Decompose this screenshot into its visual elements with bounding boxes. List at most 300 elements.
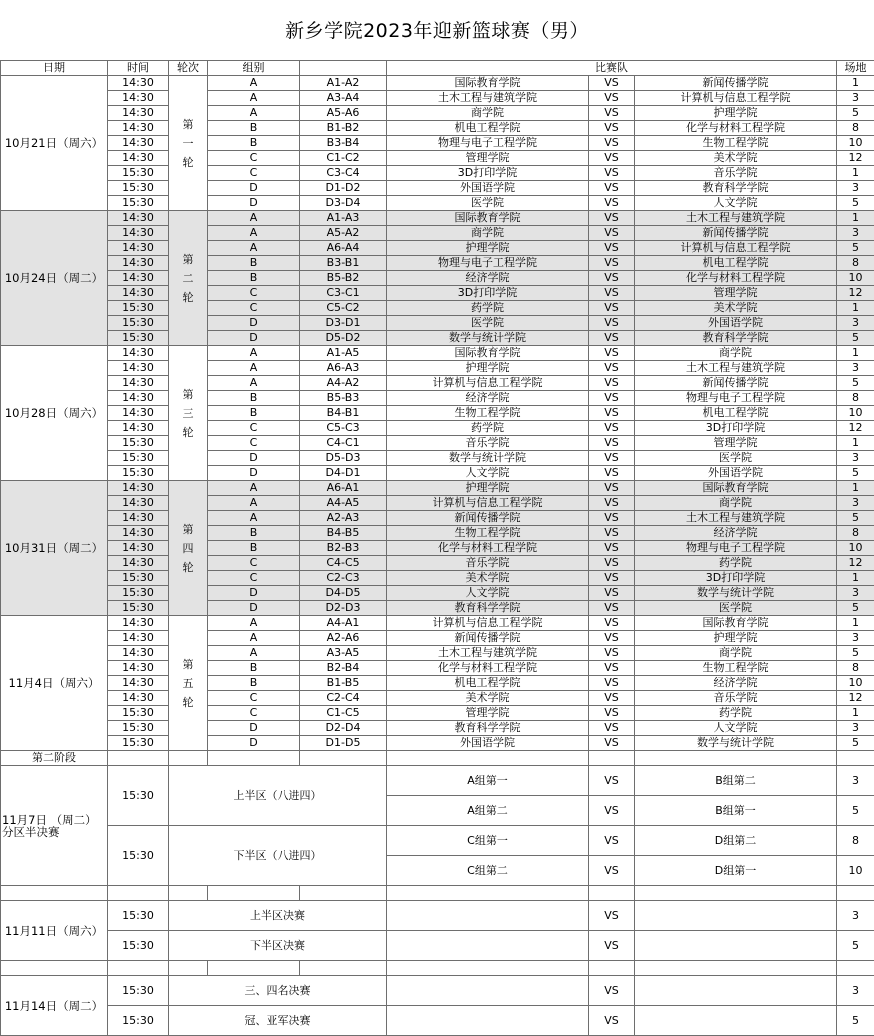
stage-label: 第二阶段: [1, 751, 108, 766]
pairing-cell: C4-C5: [300, 556, 387, 571]
group-cell: C: [208, 166, 300, 181]
group-cell: D: [208, 736, 300, 751]
vs-cell: VS: [589, 586, 635, 601]
away-team-cell: 教育科学学院: [635, 181, 837, 196]
match-row: [1, 691, 874, 706]
venue-cell: 5: [837, 601, 874, 616]
time-cell: 15:30: [108, 601, 169, 616]
home-team-cell: 教育科学学院: [387, 721, 589, 736]
home-team-cell: 护理学院: [387, 361, 589, 376]
group-cell: A: [208, 631, 300, 646]
home-team-cell: 物理与电子工程学院: [387, 136, 589, 151]
time-cell: 14:30: [108, 136, 169, 151]
venue-cell: 3: [837, 586, 874, 601]
vs-cell: VS: [589, 166, 635, 181]
stage-row: [1, 751, 874, 766]
away-team-cell: 物理与电子工程学院: [635, 391, 837, 406]
time-cell: 14:30: [108, 76, 169, 91]
semifinal-date-cell: [1, 766, 108, 886]
pairing-cell: D4-D5: [300, 586, 387, 601]
home-team-cell: 计算机与信息工程学院: [387, 616, 589, 631]
time-cell: 15:30: [108, 571, 169, 586]
date-cell: 10月31日（周二）: [1, 481, 108, 616]
vs-cell: VS: [589, 901, 635, 931]
time-cell: 14:30: [108, 646, 169, 661]
group-cell: A: [208, 346, 300, 361]
venue-cell: 5: [837, 331, 874, 346]
time-cell: 14:30: [108, 421, 169, 436]
away-team-cell: 国际教育学院: [635, 616, 837, 631]
vs-cell: VS: [589, 796, 635, 826]
match-row: [1, 406, 874, 421]
vs-cell: VS: [589, 181, 635, 196]
vs-cell: VS: [589, 766, 635, 796]
schedule-table: [0, 60, 874, 1036]
group-cell: A: [208, 76, 300, 91]
away-team-cell: 生物工程学院: [635, 661, 837, 676]
pairing-cell: B1-B2: [300, 121, 387, 136]
group-cell: A: [208, 91, 300, 106]
away-team-cell: 土木工程与建筑学院: [635, 511, 837, 526]
group-cell: A: [208, 106, 300, 121]
time-cell: 14:30: [108, 661, 169, 676]
home-team-cell: C组第二: [387, 856, 589, 886]
group-cell: D: [208, 451, 300, 466]
group-cell: D: [208, 316, 300, 331]
vs-cell: VS: [589, 1006, 635, 1036]
home-team-cell: 3D打印学院: [387, 286, 589, 301]
page-title: 新乡学院2023年迎新篮球赛（男）: [0, 16, 874, 43]
venue-cell: 5: [837, 1006, 874, 1036]
time-cell: 14:30: [108, 691, 169, 706]
home-team-cell: A组第二: [387, 796, 589, 826]
away-team-cell: 数学与统计学院: [635, 736, 837, 751]
time-cell: 14:30: [108, 256, 169, 271]
vs-cell: VS: [589, 316, 635, 331]
time-cell: 15:30: [108, 466, 169, 481]
home-team-cell: 美术学院: [387, 571, 589, 586]
away-team-cell: 计算机与信息工程学院: [635, 241, 837, 256]
pairing-cell: C3-C1: [300, 286, 387, 301]
time-cell: 14:30: [108, 346, 169, 361]
pairing-cell: C2-C4: [300, 691, 387, 706]
vs-cell: VS: [589, 211, 635, 226]
vs-cell: VS: [589, 436, 635, 451]
vs-cell: VS: [589, 556, 635, 571]
match-row: [1, 661, 874, 676]
home-team-cell: 国际教育学院: [387, 211, 589, 226]
pairing-cell: A6-A3: [300, 361, 387, 376]
pairing-cell: D2-D4: [300, 721, 387, 736]
group-cell: C: [208, 436, 300, 451]
vs-cell: VS: [589, 706, 635, 721]
match-row: [1, 211, 874, 226]
venue-cell: 10: [837, 136, 874, 151]
away-team-cell: 土木工程与建筑学院: [635, 361, 837, 376]
pairing-cell: C5-C3: [300, 421, 387, 436]
venue-cell: 1: [837, 211, 874, 226]
time-cell: 14:30: [108, 481, 169, 496]
home-team-cell: 美术学院: [387, 691, 589, 706]
time-cell: 15:30: [108, 766, 169, 826]
match-row: [1, 481, 874, 496]
match-row: [1, 181, 874, 196]
pairing-cell: B4-B1: [300, 406, 387, 421]
header-teams: 比赛队: [387, 61, 837, 76]
group-cell: B: [208, 526, 300, 541]
final-date-cell: 11月14日（周二）: [1, 976, 108, 1036]
match-row: [1, 106, 874, 121]
schedule-body: [1, 61, 874, 1036]
final-name-cell: 三、四名决赛: [169, 976, 387, 1006]
match-row: [1, 511, 874, 526]
date-cell: 11月4日（周六）: [1, 616, 108, 751]
vs-cell: VS: [589, 601, 635, 616]
home-team-cell: 医学院: [387, 316, 589, 331]
time-cell: 15:30: [108, 931, 169, 961]
match-row: [1, 601, 874, 616]
round-cell: [169, 211, 208, 346]
time-cell: 14:30: [108, 286, 169, 301]
away-team-cell: 药学院: [635, 706, 837, 721]
time-cell: 15:30: [108, 706, 169, 721]
away-team-cell: 3D打印学院: [635, 421, 837, 436]
match-row: [1, 736, 874, 751]
group-cell: C: [208, 286, 300, 301]
time-cell: 14:30: [108, 616, 169, 631]
away-team-cell: 教育科学学院: [635, 331, 837, 346]
pairing-cell: D2-D3: [300, 601, 387, 616]
match-row: [1, 346, 874, 361]
home-team-cell: 计算机与信息工程学院: [387, 496, 589, 511]
final-row: [1, 976, 874, 1006]
time-cell: 14:30: [108, 496, 169, 511]
away-team-cell: 3D打印学院: [635, 571, 837, 586]
pairing-cell: A3-A5: [300, 646, 387, 661]
away-team-cell: 音乐学院: [635, 166, 837, 181]
bracket-half-cell: 上半区（八进四）: [169, 766, 387, 826]
home-team-cell: 医学院: [387, 196, 589, 211]
pairing-cell: D5-D3: [300, 451, 387, 466]
home-team-cell: 商学院: [387, 226, 589, 241]
spacer-row: [1, 961, 874, 976]
match-row: [1, 361, 874, 376]
pairing-cell: B1-B5: [300, 676, 387, 691]
vs-cell: VS: [589, 616, 635, 631]
group-cell: A: [208, 511, 300, 526]
time-cell: 14:30: [108, 226, 169, 241]
time-cell: 15:30: [108, 181, 169, 196]
time-cell: 15:30: [108, 436, 169, 451]
vs-cell: VS: [589, 346, 635, 361]
group-cell: A: [208, 241, 300, 256]
time-cell: 14:30: [108, 391, 169, 406]
pairing-cell: C5-C2: [300, 301, 387, 316]
round-char: 四: [183, 542, 194, 555]
venue-cell: 5: [837, 376, 874, 391]
group-cell: D: [208, 196, 300, 211]
time-cell: 15:30: [108, 736, 169, 751]
group-cell: C: [208, 556, 300, 571]
pairing-cell: B3-B4: [300, 136, 387, 151]
vs-cell: VS: [589, 391, 635, 406]
match-row: [1, 301, 874, 316]
pairing-cell: B5-B3: [300, 391, 387, 406]
away-team-cell: 化学与材料工程学院: [635, 271, 837, 286]
time-cell: 14:30: [108, 151, 169, 166]
round-char: 第: [183, 523, 194, 536]
venue-cell: 5: [837, 796, 874, 826]
round-cell: [169, 481, 208, 616]
vs-cell: VS: [589, 121, 635, 136]
venue-cell: 3: [837, 496, 874, 511]
vs-cell: VS: [589, 301, 635, 316]
pairing-cell: D5-D2: [300, 331, 387, 346]
away-team-cell: 国际教育学院: [635, 481, 837, 496]
vs-cell: VS: [589, 646, 635, 661]
vs-cell: VS: [589, 406, 635, 421]
vs-cell: VS: [589, 571, 635, 586]
home-team-cell: 新闻传播学院: [387, 511, 589, 526]
time-cell: 14:30: [108, 406, 169, 421]
pairing-cell: B4-B5: [300, 526, 387, 541]
home-team-cell: 生物工程学院: [387, 406, 589, 421]
away-team-cell: D组第一: [635, 856, 837, 886]
group-cell: A: [208, 361, 300, 376]
pairing-cell: D1-D2: [300, 181, 387, 196]
final-row: [1, 1006, 874, 1036]
match-row: [1, 541, 874, 556]
final-name-cell: 冠、亚军决赛: [169, 1006, 387, 1036]
round-char: 轮: [183, 696, 194, 709]
away-team-cell: 经济学院: [635, 676, 837, 691]
vs-cell: VS: [589, 661, 635, 676]
group-cell: B: [208, 676, 300, 691]
pairing-cell: D1-D5: [300, 736, 387, 751]
match-row: [1, 616, 874, 631]
final-name-cell: 上半区决赛: [169, 901, 387, 931]
home-team-cell: 国际教育学院: [387, 76, 589, 91]
vs-cell: VS: [589, 856, 635, 886]
round-char: 二: [183, 272, 194, 285]
home-team-cell: 数学与统计学院: [387, 331, 589, 346]
home-team-cell: 外国语学院: [387, 736, 589, 751]
group-cell: C: [208, 151, 300, 166]
time-cell: 14:30: [108, 541, 169, 556]
venue-cell: 1: [837, 436, 874, 451]
round-char: 第: [183, 253, 194, 266]
final-date-cell: 11月11日（周六）: [1, 901, 108, 961]
vs-cell: VS: [589, 196, 635, 211]
venue-cell: 5: [837, 466, 874, 481]
header-venue: 场地: [837, 61, 874, 76]
group-cell: A: [208, 376, 300, 391]
pairing-cell: A2-A6: [300, 631, 387, 646]
pairing-cell: A5-A6: [300, 106, 387, 121]
home-team-cell: 经济学院: [387, 391, 589, 406]
away-team-cell: 美术学院: [635, 151, 837, 166]
vs-cell: VS: [589, 721, 635, 736]
home-team-cell: 新闻传播学院: [387, 631, 589, 646]
vs-cell: VS: [589, 481, 635, 496]
round-char: 第: [183, 388, 194, 401]
pairing-cell: B3-B1: [300, 256, 387, 271]
vs-cell: VS: [589, 541, 635, 556]
pairing-cell: A1-A3: [300, 211, 387, 226]
match-row: [1, 76, 874, 91]
venue-cell: 1: [837, 616, 874, 631]
venue-cell: 1: [837, 346, 874, 361]
away-team-cell: 药学院: [635, 556, 837, 571]
home-team-cell: C组第一: [387, 826, 589, 856]
pairing-cell: D4-D1: [300, 466, 387, 481]
match-row: [1, 556, 874, 571]
home-team-cell: 3D打印学院: [387, 166, 589, 181]
venue-cell: 10: [837, 406, 874, 421]
match-row: [1, 196, 874, 211]
time-cell: 14:30: [108, 511, 169, 526]
venue-cell: 8: [837, 121, 874, 136]
round-cell: [169, 346, 208, 481]
match-row: [1, 526, 874, 541]
pairing-cell: C1-C2: [300, 151, 387, 166]
pairing-cell: A6-A4: [300, 241, 387, 256]
match-row: [1, 631, 874, 646]
vs-cell: VS: [589, 691, 635, 706]
time-cell: 14:30: [108, 376, 169, 391]
group-cell: C: [208, 421, 300, 436]
match-row: [1, 436, 874, 451]
away-team-cell: 机电工程学院: [635, 256, 837, 271]
time-cell: 15:30: [108, 301, 169, 316]
venue-cell: 5: [837, 736, 874, 751]
header-row: [1, 61, 874, 76]
pairing-cell: A4-A1: [300, 616, 387, 631]
venue-cell: 12: [837, 286, 874, 301]
group-cell: D: [208, 601, 300, 616]
time-cell: 15:30: [108, 586, 169, 601]
away-team-cell: 新闻传播学院: [635, 226, 837, 241]
venue-cell: 1: [837, 76, 874, 91]
time-cell: 14:30: [108, 556, 169, 571]
venue-cell: 1: [837, 706, 874, 721]
match-row: [1, 121, 874, 136]
away-team-cell: 物理与电子工程学院: [635, 541, 837, 556]
vs-cell: VS: [589, 151, 635, 166]
away-team-cell: 经济学院: [635, 526, 837, 541]
away-team-cell: 机电工程学院: [635, 406, 837, 421]
match-row: [1, 226, 874, 241]
round-char: 轮: [183, 561, 194, 574]
venue-cell: 8: [837, 391, 874, 406]
venue-cell: 1: [837, 571, 874, 586]
match-row: [1, 151, 874, 166]
group-cell: B: [208, 661, 300, 676]
venue-cell: 10: [837, 271, 874, 286]
vs-cell: VS: [589, 76, 635, 91]
away-team-cell: 外国语学院: [635, 316, 837, 331]
vs-cell: VS: [589, 331, 635, 346]
venue-cell: 1: [837, 166, 874, 181]
home-team-cell: 经济学院: [387, 271, 589, 286]
vs-cell: VS: [589, 256, 635, 271]
home-team-cell: 化学与材料工程学院: [387, 661, 589, 676]
away-team-cell: 计算机与信息工程学院: [635, 91, 837, 106]
header-date: 日期: [1, 61, 108, 76]
group-cell: A: [208, 211, 300, 226]
pairing-cell: A4-A5: [300, 496, 387, 511]
home-team-cell: 计算机与信息工程学院: [387, 376, 589, 391]
match-row: [1, 706, 874, 721]
away-team-cell: 商学院: [635, 646, 837, 661]
venue-cell: 12: [837, 421, 874, 436]
away-team-cell: 化学与材料工程学院: [635, 121, 837, 136]
group-cell: B: [208, 256, 300, 271]
away-team-cell: 土木工程与建筑学院: [635, 211, 837, 226]
home-team-cell: 药学院: [387, 421, 589, 436]
venue-cell: 3: [837, 316, 874, 331]
venue-cell: 1: [837, 481, 874, 496]
match-row: [1, 286, 874, 301]
pairing-cell: A3-A4: [300, 91, 387, 106]
vs-cell: VS: [589, 631, 635, 646]
match-row: [1, 316, 874, 331]
home-team-cell: 护理学院: [387, 241, 589, 256]
home-team-cell: 土木工程与建筑学院: [387, 91, 589, 106]
venue-cell: 10: [837, 676, 874, 691]
match-row: [1, 136, 874, 151]
group-cell: B: [208, 136, 300, 151]
header-group: 组别: [208, 61, 300, 76]
match-row: [1, 331, 874, 346]
home-team-cell: 数学与统计学院: [387, 451, 589, 466]
venue-cell: 10: [837, 856, 874, 886]
home-team-cell: 商学院: [387, 106, 589, 121]
away-team-cell: 管理学院: [635, 436, 837, 451]
round-char: 轮: [183, 156, 194, 169]
round-cell: [169, 616, 208, 751]
match-row: [1, 646, 874, 661]
group-cell: A: [208, 481, 300, 496]
venue-cell: 5: [837, 241, 874, 256]
away-team-cell: 商学院: [635, 496, 837, 511]
home-team-cell: 机电工程学院: [387, 676, 589, 691]
match-row: [1, 91, 874, 106]
venue-cell: 3: [837, 901, 874, 931]
venue-cell: 5: [837, 646, 874, 661]
match-row: [1, 676, 874, 691]
time-cell: 14:30: [108, 631, 169, 646]
time-cell: 15:30: [108, 826, 169, 886]
match-row: [1, 571, 874, 586]
venue-cell: 1: [837, 301, 874, 316]
home-team-cell: 国际教育学院: [387, 346, 589, 361]
away-team-cell: 人文学院: [635, 721, 837, 736]
group-cell: A: [208, 226, 300, 241]
semifinal-stage-name: 分区半决赛: [2, 825, 60, 839]
group-cell: B: [208, 271, 300, 286]
group-cell: A: [208, 496, 300, 511]
vs-cell: VS: [589, 241, 635, 256]
away-team-cell: 护理学院: [635, 106, 837, 121]
home-team-cell: 管理学院: [387, 706, 589, 721]
away-team-cell: 新闻传播学院: [635, 376, 837, 391]
bracket-half-cell: 下半区（八进四）: [169, 826, 387, 886]
home-team-cell: 护理学院: [387, 481, 589, 496]
venue-cell: 3: [837, 91, 874, 106]
pairing-cell: A5-A2: [300, 226, 387, 241]
time-cell: 14:30: [108, 526, 169, 541]
